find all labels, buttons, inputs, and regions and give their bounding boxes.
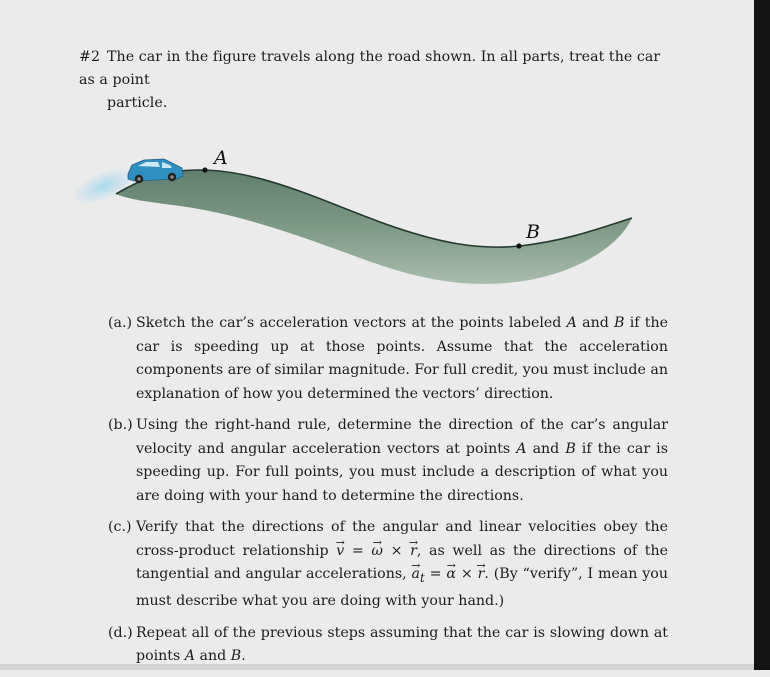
page-bottom-edge — [0, 664, 754, 670]
road-body — [116, 170, 632, 284]
part-tag: (b.) — [108, 417, 133, 433]
part-tag: (a.) — [108, 315, 133, 331]
vector-r: → r — [478, 563, 485, 587]
problem-number: #2 — [79, 49, 101, 65]
part-text: Using the right-hand rule, determine the direction of the car’s angular velocity and angular acceleration vectors at points A and B if the car is speeding up. For full points, you must include a description of what you are doing with your hand to determine the directions. — [136, 417, 668, 504]
problem-text-line1: The car in the figure travels along the road shown. In all parts, treat the car as a point — [79, 49, 661, 88]
part-text: Sketch the car’s acceleration vectors at the points labeled A and B if the car is speeding up at those points. Assume that the acceleration components are of similar magnitude. For full credit, you must include an explanation of how you determined the vectors’ direction. — [136, 315, 669, 402]
vector-v: → v — [336, 540, 344, 564]
part-a — [108, 312, 668, 406]
part-d — [108, 622, 668, 669]
part-text: Verify that the directions of the angular and linear velocities obey the cross-product relationship → v = → ω × → r, as well as the directions of the tangential and angular accelerations, → $a_t$ = → α × → r. (By “verify”, I mean you must describe what you are doing with your hand.) — [136, 516, 668, 614]
part-tag: (c.) — [108, 519, 132, 535]
part-b — [108, 414, 668, 508]
road-figure — [0, 0, 754, 300]
part-c — [108, 516, 668, 614]
problem-parts — [108, 312, 668, 677]
part-text: Repeat all of the previous steps assuming that the car is slowing down at points A and B. — [136, 624, 668, 665]
problem-text-line2: particle. — [107, 95, 168, 111]
vector-omega: → ω — [371, 540, 383, 564]
point-a-marker — [202, 167, 207, 172]
point-b-label: B — [526, 221, 540, 243]
vector-alpha: → α — [446, 563, 456, 587]
part-tag: (d.) — [108, 624, 133, 641]
vector-r: → r — [410, 540, 417, 564]
vector-a: → a — [412, 563, 420, 587]
car-icon — [128, 159, 183, 183]
point-b-marker — [516, 243, 521, 248]
window-edge — [754, 0, 770, 670]
point-a-label: A — [214, 147, 228, 169]
